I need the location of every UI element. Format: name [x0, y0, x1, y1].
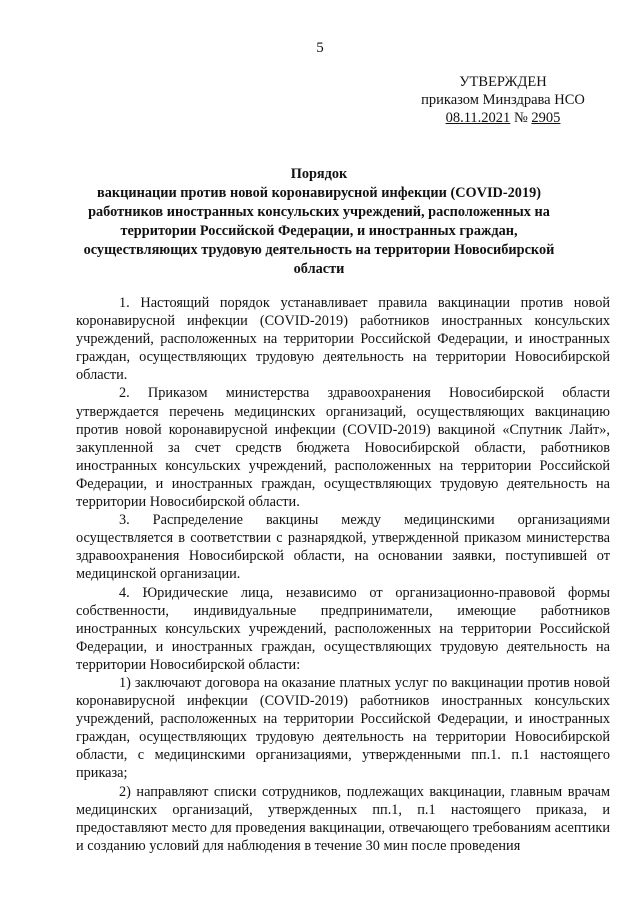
paragraph-3: 3. Распределение вакцины между медицинскими организациями осуществляется в соответствии с разнарядкой, утвержденной приказом министерства здравоохранения Новосибирской области, на основании заявки, поступившей от медицинской организации.	[76, 512, 610, 583]
paragraph-1: 1. Настоящий порядок устанавливает правила вакцинации против новой коронавирусной инфекции (COVID-2019) работников иностранных консульских учреждений, расположенных на территории Российской Федерации, и иностранных граждан, осуществляющих трудовую деятельность на территории Новосибирской области.	[76, 295, 610, 384]
page-number: 5	[316, 40, 324, 56]
approval-number: 2905	[531, 110, 561, 126]
document-title	[78, 165, 560, 279]
approval-stamp	[418, 73, 588, 127]
title-line: осуществляющих трудовую деятельность на территории Новосибирской	[83, 242, 555, 258]
approval-date: 08.11.2021	[445, 110, 511, 126]
approval-status: УТВЕРЖДЕН	[459, 74, 547, 90]
title-line: области	[293, 261, 345, 277]
paragraph-2: 2. Приказом министерства здравоохранения Новосибирской области утверждается перечень медицинских организаций, осуществляющих вакцинацию против новой коронавирусной инфекции (COVID-2019) вакциной «Спутник Лайт», закупленной за счет средств бюджета Новосибирской области, работников иностранных консульских учреждений, расположенных на территории Российской Федерации, и иностранных граждан, осуществляющих трудовую деятельность на территории Новосибирской области.	[76, 385, 610, 511]
approval-date-line	[418, 109, 588, 127]
title-heading: Порядок	[290, 166, 348, 182]
subparagraph-2: 2) направляют списки сотрудников, подлежащих вакцинации, главным врачам медицинских организаций, утвержденных пп.1, п.1 настоящего приказа, и предоставляют место для проведения вакцинации, отвечающего требованиям асептики и созданию условий для наблюдения в течение 30 мин после проведения	[76, 783, 610, 854]
paragraph-4: 4. Юридические лица, независимо от организационно-правовой формы собственности, индивидуальные предприниматели, имеющие работников иностранных консульских учреждений, расположенных на территории Российской Федерации, и иностранных граждан, осуществляющих трудовую деятельность на территории Новосибирской области:	[76, 584, 610, 673]
subparagraph-1: 1) заключают договора на оказание платных услуг по вакцинации против новой коронавирусной инфекции (COVID-2019) работников иностранных консульских учреждений, расположенных на территории Российской Федерации, и иностранных граждан, осуществляющих трудовую деятельность на территории Новосибирской области, с медицинскими организациями, утвержденными пп.1. п.1 настоящего приказа;	[76, 674, 610, 782]
title-line: работников иностранных консульских учреждений, расположенных на	[88, 204, 550, 220]
document-body	[76, 294, 610, 855]
approval-issuer: приказом Минздрава НСО	[421, 92, 585, 108]
title-line: территории Российской Федерации, и иностранных граждан,	[120, 223, 518, 239]
approval-number-sign: №	[513, 110, 528, 126]
title-line: вакцинации против новой коронавирусной инфекции (COVID-2019)	[97, 185, 541, 201]
